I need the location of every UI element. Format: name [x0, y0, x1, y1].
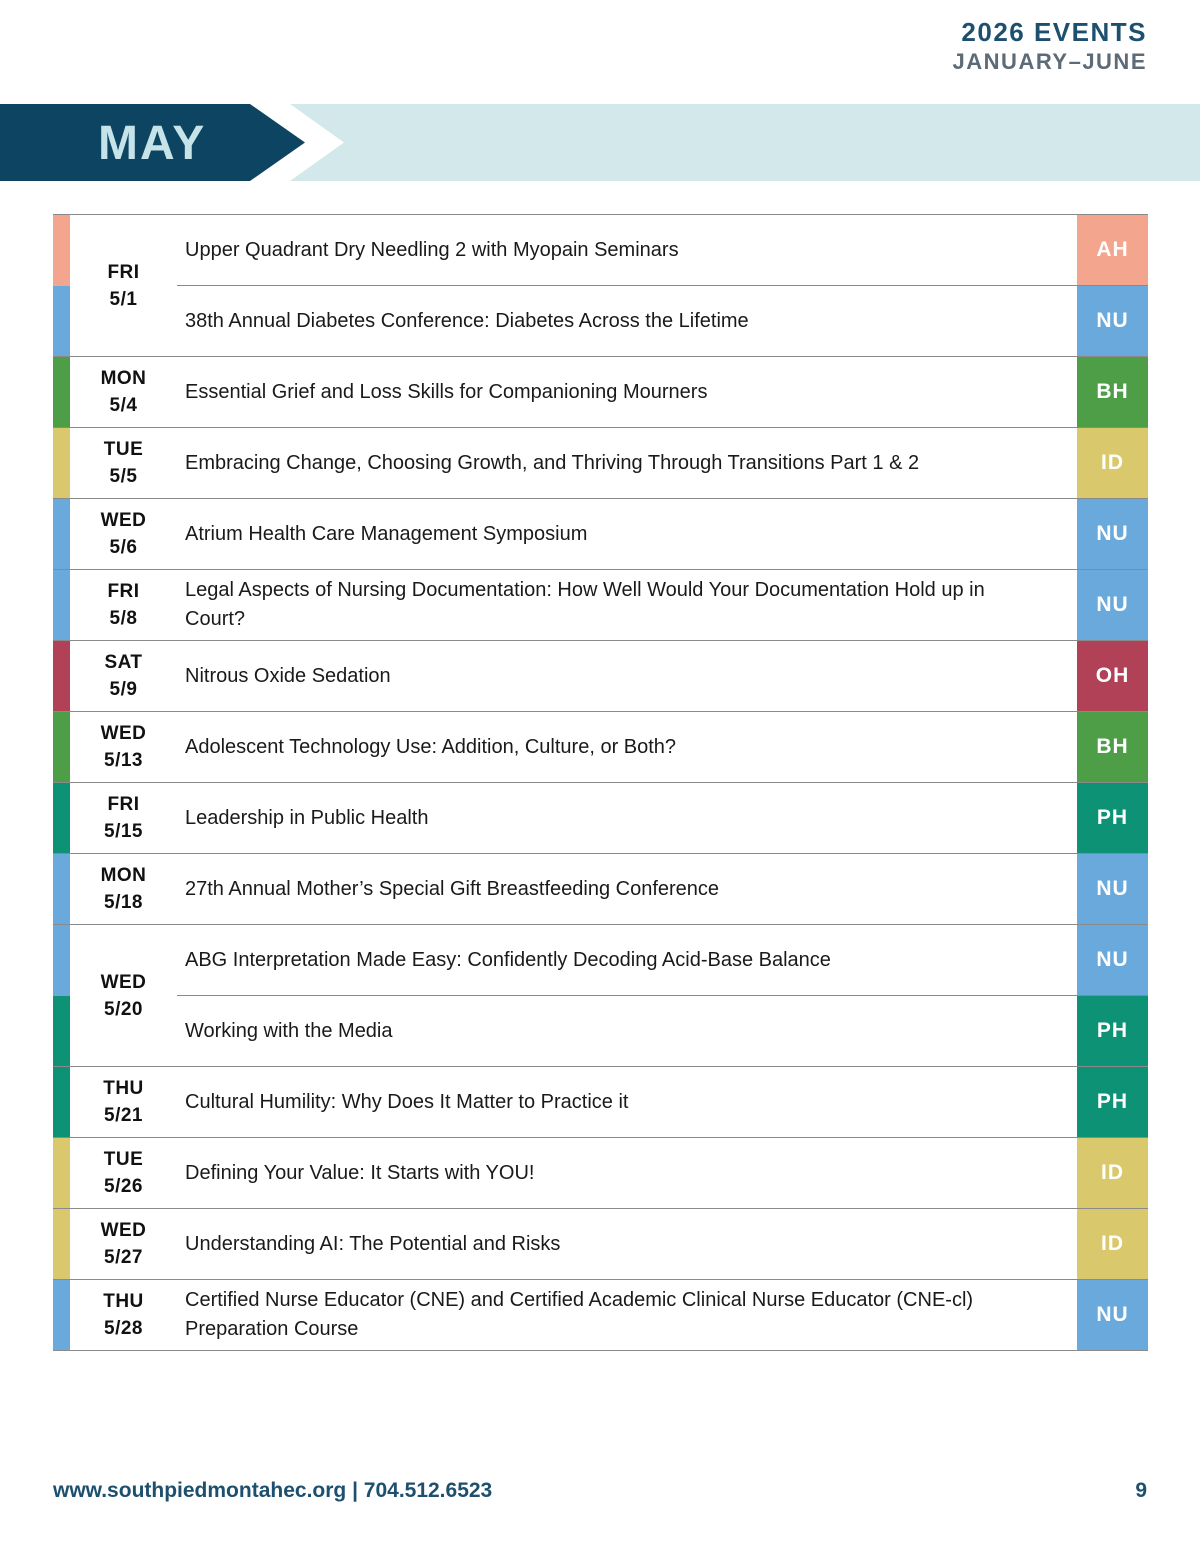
event-title: Upper Quadrant Dry Needling 2 with Myopain Seminars	[185, 238, 679, 261]
event-list	[177, 1209, 1148, 1279]
date-group	[53, 925, 1148, 1067]
category-color-stripes	[53, 1280, 70, 1350]
date-label: 5/15	[104, 821, 143, 842]
category-badge: PH	[1077, 1067, 1148, 1137]
weekday-label: FRI	[107, 581, 140, 602]
category-badge: NU	[1077, 499, 1148, 569]
weekday-label: FRI	[107, 794, 140, 815]
date-label: 5/18	[104, 892, 143, 913]
date-group	[53, 783, 1148, 854]
event-date	[107, 578, 139, 632]
weekday-label: WED	[100, 971, 147, 993]
header-subtitle: JANUARY–JUNE	[952, 49, 1147, 74]
event-date	[104, 436, 144, 490]
event-row	[177, 712, 1148, 782]
event-title: 27th Annual Mother’s Special Gift Breastfeeding Conference	[185, 877, 720, 900]
category-color-stripes	[53, 925, 70, 1066]
date-cell	[53, 854, 177, 924]
event-list	[177, 499, 1148, 569]
event-title: Working with the Media	[185, 1019, 393, 1042]
category-color-stripe	[53, 1209, 70, 1279]
date-group	[53, 499, 1148, 570]
event-row	[177, 428, 1148, 498]
date-cell	[53, 428, 177, 498]
event-row	[177, 1067, 1148, 1137]
date-cell	[53, 1067, 177, 1137]
date-group	[53, 215, 1148, 357]
event-date	[104, 649, 142, 703]
event-title: Nitrous Oxide Sedation	[185, 664, 391, 687]
event-row	[177, 641, 1148, 711]
weekday-label: TUE	[103, 439, 144, 460]
date-group	[53, 712, 1148, 783]
event-date	[104, 1146, 144, 1200]
event-title: Leadership in Public Health	[185, 806, 429, 829]
weekday-label: MON	[100, 368, 147, 389]
weekday-label: THU	[103, 1291, 144, 1312]
event-title: 38th Annual Diabetes Conference: Diabetes Across the Lifetime	[185, 309, 749, 332]
weekday-label: THU	[103, 1078, 144, 1099]
category-color-stripes	[53, 357, 70, 427]
banner-light-band	[290, 104, 1200, 181]
event-date	[101, 862, 147, 916]
date-group	[53, 1280, 1148, 1351]
category-color-stripes	[53, 570, 70, 640]
event-date	[103, 1288, 144, 1342]
category-color-stripe	[53, 925, 70, 996]
date-label: 5/6	[109, 537, 138, 558]
date-group	[53, 1138, 1148, 1209]
category-badge: BH	[1077, 357, 1148, 427]
date-cell	[53, 1138, 177, 1208]
category-color-stripe	[53, 286, 70, 357]
event-list	[177, 854, 1148, 924]
weekday-label: WED	[100, 1220, 147, 1241]
category-color-stripe	[53, 1067, 70, 1137]
category-color-stripes	[53, 854, 70, 924]
category-color-stripes	[53, 1209, 70, 1279]
date-group	[53, 641, 1148, 712]
weekday-label: FRI	[107, 261, 140, 283]
event-title: Certified Nurse Educator (CNE) and Certified Academic Clinical Nurse Educator (CNE-cl) Preparation Course	[185, 1289, 974, 1340]
event-row	[177, 854, 1148, 924]
category-badge: ID	[1077, 1209, 1148, 1279]
category-badge: AH	[1077, 215, 1148, 285]
category-color-stripe	[53, 783, 70, 853]
date-group	[53, 1209, 1148, 1280]
category-badge: NU	[1077, 570, 1148, 640]
event-date	[101, 720, 147, 774]
date-cell	[53, 1280, 177, 1350]
event-row	[177, 499, 1148, 569]
month-title: MAY	[98, 117, 207, 170]
category-color-stripe	[53, 1138, 70, 1208]
event-date	[101, 969, 147, 1023]
event-list	[177, 570, 1148, 640]
event-title: Defining Your Value: It Starts with YOU!	[185, 1161, 535, 1184]
event-list	[177, 428, 1148, 498]
date-cell	[53, 712, 177, 782]
category-color-stripe	[53, 1280, 70, 1350]
event-row	[177, 995, 1148, 1066]
date-label: 5/21	[104, 1105, 143, 1126]
category-color-stripe	[53, 712, 70, 782]
category-color-stripes	[53, 712, 70, 782]
event-row	[177, 925, 1148, 995]
event-list	[177, 215, 1148, 356]
event-date	[104, 791, 143, 845]
category-color-stripes	[53, 215, 70, 356]
page-number: 9	[1135, 1479, 1147, 1502]
header-title: 2026 EVENTS	[961, 17, 1147, 47]
category-color-stripes	[53, 499, 70, 569]
category-color-stripe	[53, 641, 70, 711]
date-group	[53, 428, 1148, 499]
category-color-stripes	[53, 783, 70, 853]
category-color-stripe	[53, 570, 70, 640]
date-label: 5/9	[109, 679, 138, 700]
event-list	[177, 1138, 1148, 1208]
event-date	[101, 507, 147, 561]
date-cell	[53, 570, 177, 640]
category-badge: PH	[1077, 783, 1148, 853]
event-title: ABG Interpretation Made Easy: Confidently Decoding Acid-Base Balance	[185, 948, 831, 971]
weekday-label: SAT	[104, 652, 143, 673]
event-schedule-table	[53, 214, 1148, 1351]
footer-contact: www.southpiedmontahec.org | 704.512.6523	[53, 1479, 493, 1502]
category-badge: ID	[1077, 1138, 1148, 1208]
category-badge: PH	[1077, 996, 1148, 1066]
event-list	[177, 1067, 1148, 1137]
date-group	[53, 854, 1148, 925]
category-badge: BH	[1077, 712, 1148, 782]
weekday-label: MON	[100, 865, 147, 886]
event-list	[177, 357, 1148, 427]
event-row	[177, 570, 1148, 640]
date-cell	[53, 1209, 177, 1279]
date-label: 5/20	[104, 998, 143, 1020]
event-title: Understanding AI: The Potential and Risks	[185, 1232, 561, 1255]
event-date	[107, 259, 139, 313]
date-label: 5/1	[109, 288, 138, 310]
weekday-label: TUE	[103, 1149, 144, 1170]
date-cell	[53, 783, 177, 853]
event-title: Essential Grief and Loss Skills for Companioning Mourners	[185, 380, 708, 403]
date-label: 5/4	[109, 395, 138, 416]
date-cell	[53, 215, 177, 356]
category-badge: NU	[1077, 286, 1148, 356]
date-group	[53, 570, 1148, 641]
category-color-stripes	[53, 428, 70, 498]
event-list	[177, 641, 1148, 711]
category-badge: NU	[1077, 854, 1148, 924]
date-cell	[53, 641, 177, 711]
date-label: 5/5	[109, 466, 138, 487]
event-row	[177, 1280, 1148, 1350]
category-color-stripes	[53, 641, 70, 711]
event-list	[177, 712, 1148, 782]
event-title: Embracing Change, Choosing Growth, and Thriving Through Transitions Part 1 & 2	[185, 451, 920, 474]
event-row	[177, 1209, 1148, 1279]
category-color-stripe	[53, 996, 70, 1067]
date-group	[53, 357, 1148, 428]
date-label: 5/27	[104, 1247, 143, 1268]
category-badge: NU	[1077, 925, 1148, 995]
category-color-stripe	[53, 854, 70, 924]
date-cell	[53, 499, 177, 569]
event-list	[177, 783, 1148, 853]
event-row	[177, 357, 1148, 427]
category-color-stripe	[53, 357, 70, 427]
event-date	[101, 1217, 147, 1271]
event-row	[177, 1138, 1148, 1208]
date-group	[53, 1067, 1148, 1138]
category-color-stripe	[53, 428, 70, 498]
event-row	[177, 783, 1148, 853]
category-color-stripes	[53, 1138, 70, 1208]
event-title: Adolescent Technology Use: Addition, Culture, or Both?	[185, 735, 677, 758]
date-cell	[53, 925, 177, 1066]
event-date	[101, 365, 147, 419]
event-row	[177, 215, 1148, 285]
category-badge: ID	[1077, 428, 1148, 498]
event-title: Cultural Humility: Why Does It Matter to Practice it	[185, 1090, 629, 1113]
month-banner	[0, 104, 1200, 181]
date-label: 5/13	[104, 750, 143, 771]
date-label: 5/26	[104, 1176, 143, 1197]
event-row	[177, 285, 1148, 356]
weekday-label: WED	[100, 723, 147, 744]
document-header	[953, 16, 1147, 76]
category-badge: NU	[1077, 1280, 1148, 1350]
event-title: Atrium Health Care Management Symposium	[185, 522, 588, 545]
category-color-stripe	[53, 499, 70, 569]
category-color-stripes	[53, 1067, 70, 1137]
category-color-stripe	[53, 215, 70, 286]
event-title: Legal Aspects of Nursing Documentation: How Well Would Your Documentation Hold up in Court?	[185, 579, 985, 630]
event-date	[103, 1075, 144, 1129]
date-label: 5/28	[104, 1318, 143, 1339]
event-list	[177, 1280, 1148, 1350]
date-label: 5/8	[109, 608, 138, 629]
category-badge: OH	[1077, 641, 1148, 711]
event-list	[177, 925, 1148, 1066]
weekday-label: WED	[100, 510, 147, 531]
date-cell	[53, 357, 177, 427]
